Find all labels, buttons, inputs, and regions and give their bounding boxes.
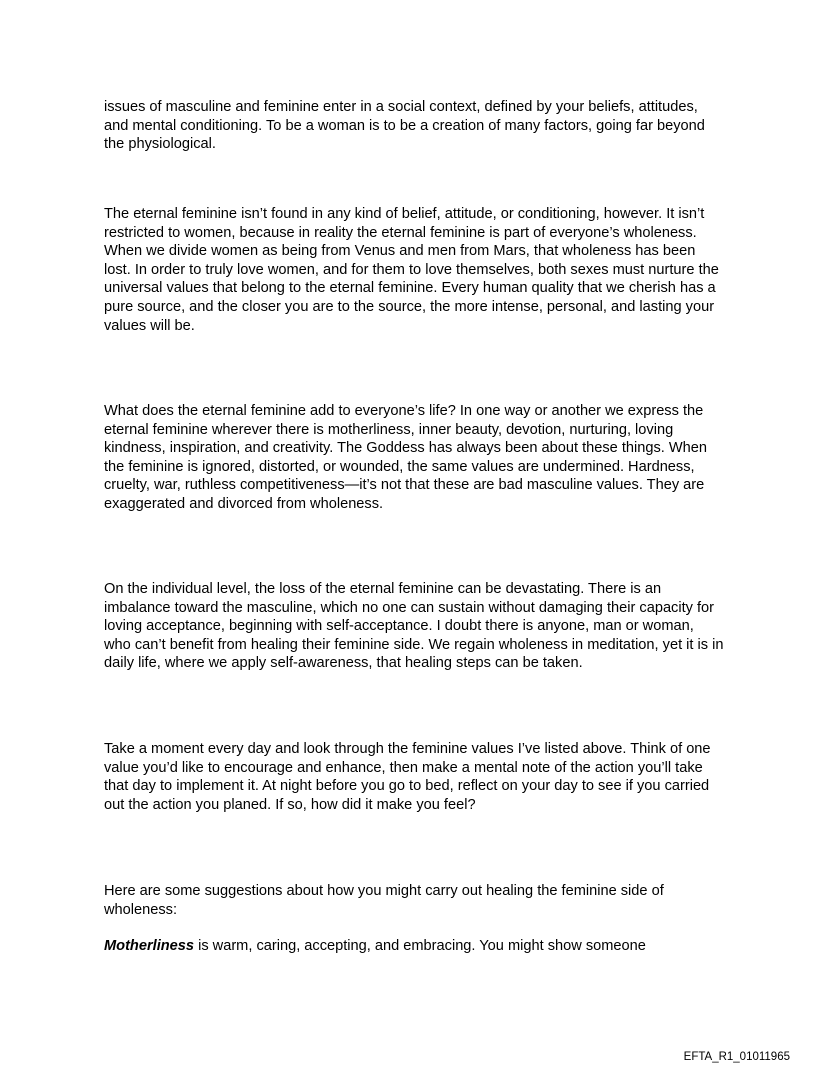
paragraph-4: On the individual level, the loss of the eternal feminine can be devastating. There is an imbalance toward the masculine, which no one can sustain without damaging their capacity for loving acceptance, beginning with self-acceptance. I doubt there is anyone, man or woman, who can’t benefit from healing their feminine side. We regain wholeness in meditation, yet it is in daily life, where we apply self-awareness, that healing steps can be taken. <box>104 581 724 672</box>
document-id-footer: EFTA_R1_01011965 <box>683 1051 790 1063</box>
motherliness-text: is warm, caring, accepting, and embracing. You might show someone <box>194 938 646 954</box>
term-motherliness: Motherliness <box>104 938 195 954</box>
paragraph-1: issues of masculine and feminine enter in a social context, defined by your beliefs, attitudes, and mental conditioning. To be a woman is to be a creation of many factors, going far beyond the physiological. <box>104 99 705 153</box>
paragraph-5: Take a moment every day and look through the feminine values I’ve listed above. Think of one value you’d like to encourage and enhance, then make a mental note of the action you’ll take that day to implement it. At night before you go to bed, reflect on your day to see if you carried out the action you planed. If so, how did it make you feel? <box>104 741 711 813</box>
paragraph-2: The eternal feminine isn’t found in any kind of belief, attitude, or conditioning, however. It isn’t restricted to women, because in reality the eternal feminine is part of everyone’s wholeness. When we divide women as being from Venus and men from Mars, that wholeness has been lost. In order to truly love women, and for them to love themselves, both sexes must nurture the universal values that belong to the eternal feminine. Every human quality that we cherish has a pure source, and the closer you are to the source, the more intense, personal, and lasting your values will be. <box>104 206 719 334</box>
paragraph-motherliness <box>104 937 724 956</box>
paragraph-6: Here are some suggestions about how you might carry out healing the feminine side of wholeness: <box>104 883 664 918</box>
paragraph-3: What does the eternal feminine add to everyone’s life? In one way or another we express the eternal feminine wherever there is motherliness, inner beauty, devotion, nurturing, loving kindness, inspiration, and creativity. The Goddess has always been about these things. When the feminine is ignored, distorted, or wounded, the same values are undermined. Hardness, cruelty, war, ruthless competitiveness—it’s not that these are bad masculine values. They are exaggerated and divorced from wholeness. <box>104 403 708 512</box>
